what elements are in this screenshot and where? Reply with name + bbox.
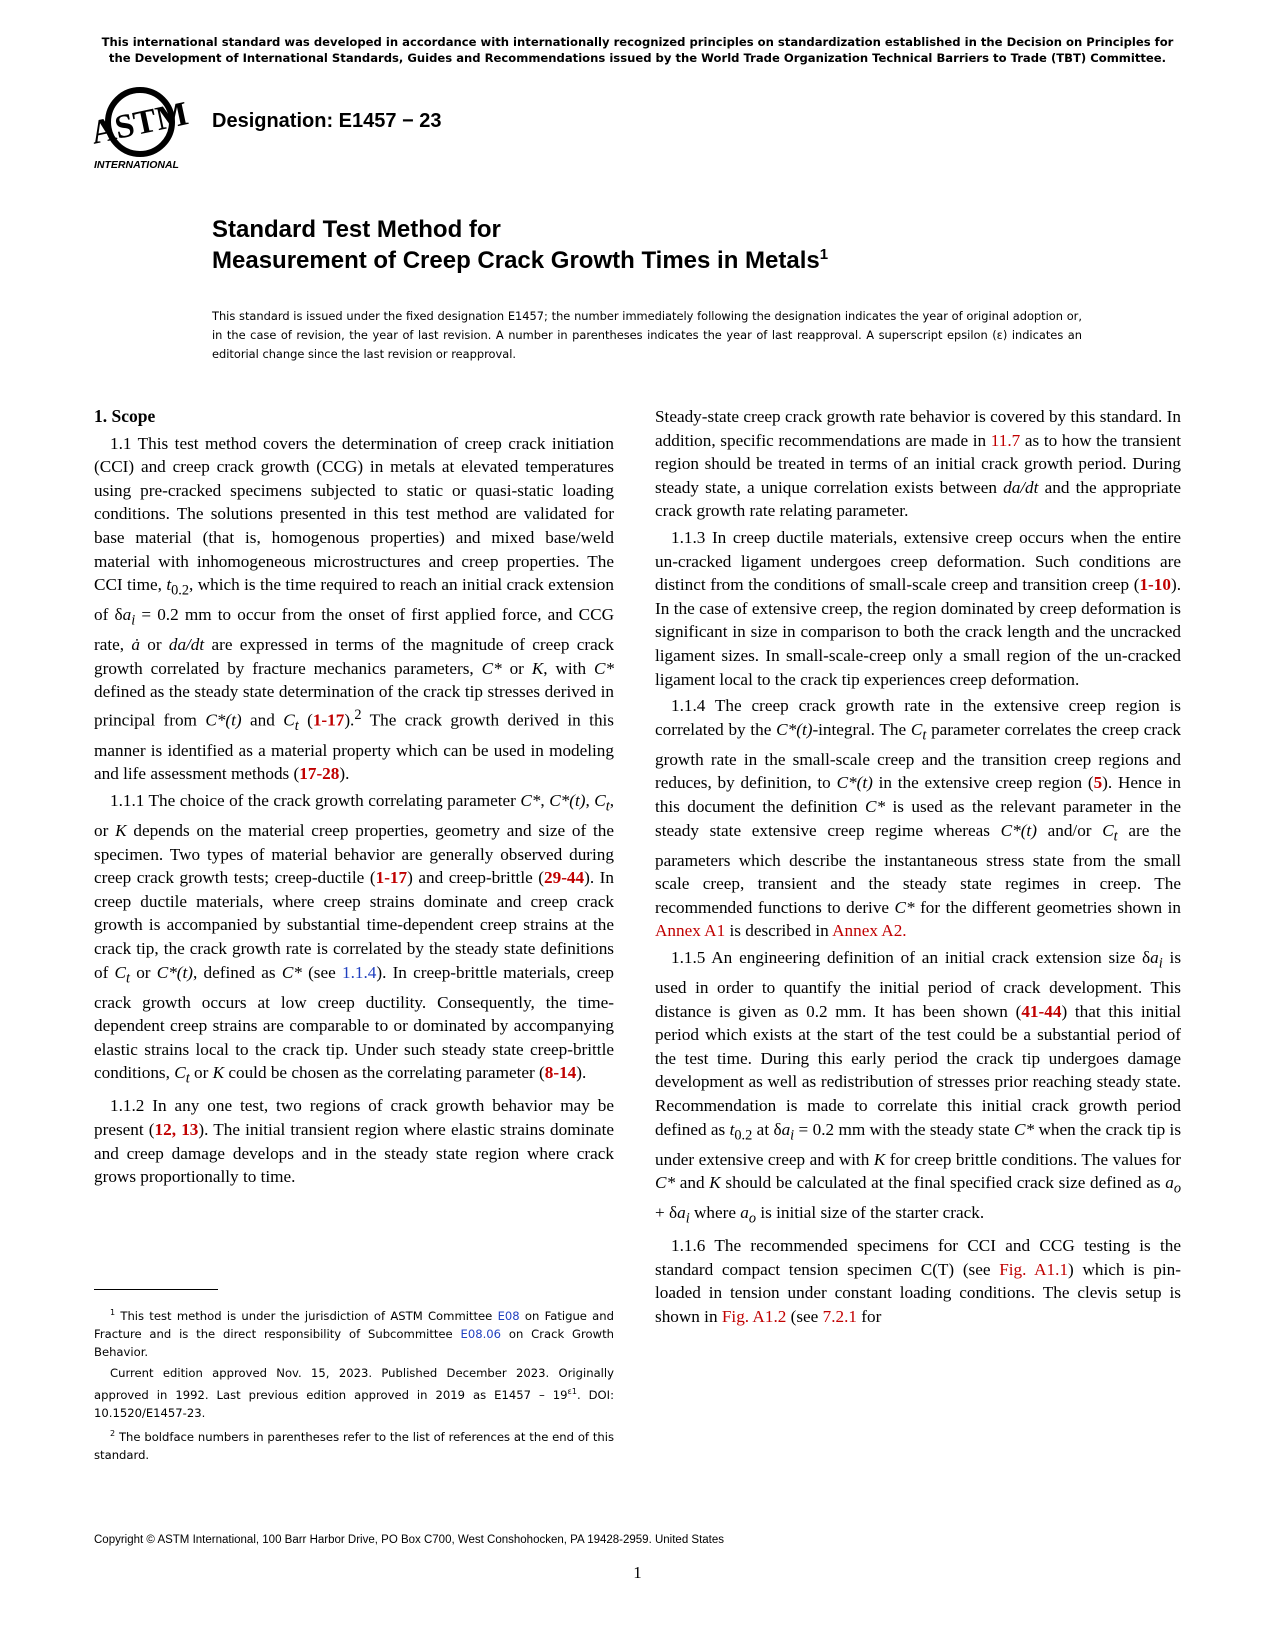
ref-link-5[interactable]: 5 — [1093, 773, 1103, 793]
ref-link-13[interactable]: 13 — [181, 1119, 199, 1139]
title-line-1: Standard Test Method for — [212, 216, 501, 243]
svg-text:INTERNATIONAL: INTERNATIONAL — [94, 159, 179, 171]
issued-note: This standard is issued under the fixed designation E1457; the number immediately following the designation indicates the year of original adoption or, in the case of revision, the year of last revision. A number in parentheses indicates the year of last reapproval. A superscript epsilon (ε) indicates an editorial change since the last revision or reapproval. — [212, 309, 1082, 361]
designation: Designation: E1457 − 23 — [212, 110, 442, 132]
paragraph-1-1-1: 1.1.1 The choice of the crack growth correlating parameter C*, C*(t), $C_t$, or K depends on the material creep properties, geometry and size of the specimen. Two types of material behavior are generally observed during creep crack growth tests; creep-ductile (1-17) and creep-brittle (29-44). In creep ductile materials, where creep strains dominate and creep crack growth is accompanied by substantial time-dependent creep strains at the crack tip, the crack growth rate is correlated by the steady state definitions of $C_t$ or C*(t), defined as C* (see 1.1.4). In creep-brittle materials, creep crack growth occurs at low creep ductility. Consequently, the time-dependent creep strains are comparable to or dominated by accompanying elastic strains local to the crack tip. Under such steady state creep-brittle conditions, $C_t$ or K could be chosen as the correlating parameter (8-14). — [94, 790, 614, 1087]
annex-link-a2[interactable]: Annex A2. — [832, 921, 907, 941]
section-link-1-1-4[interactable]: 1.1.4 — [341, 962, 377, 982]
footnote-1: $^1$ This test method is under the jurisdiction of ASTM Committee E08 on Fatigue and Fracture and is the direct responsibility of Subcommittee E08.06 on Crack Growth Behavior. — [94, 1308, 614, 1360]
left-column — [94, 405, 614, 1192]
copyright-line: Copyright © ASTM International, 100 Barr Harbor Drive, PO Box C700, West Conshohocken, PA 19428-2959. United States — [94, 1534, 725, 1546]
ref-link-29-44[interactable]: 29-44 — [544, 868, 585, 888]
paragraph-1-1-6: 1.1.6 The recommended specimens for CCI and CCG testing is the standard compact tension specimen C(T) (see Fig. A1.1) which is pin-loaded in tension under constant loading conditions. The clevis setup is shown in Fig. A1.2 (see 7.2.1 for — [655, 1236, 1181, 1326]
section-link-11-7[interactable]: 11.7 — [990, 430, 1021, 450]
title-line-2 — [212, 246, 828, 275]
astm-logo-icon — [92, 86, 200, 174]
ref-link-1-17[interactable]: 1-17 — [312, 710, 345, 730]
right-column — [655, 405, 1181, 1332]
svg-text:ASTM: ASTM — [92, 95, 192, 152]
paragraph-1-1-4: 1.1.4 The creep crack growth rate in the extensive creep region is correlated by the C*(t)-integral. The $C_t$ parameter correlates the creep crack growth rate in the small-scale creep and the transition creep regions and reduces, by definition, to C*(t) in the extensive creep region (5). Hence in this document the definition C* is used as the relevant parameter in the steady state extensive creep regime whereas C*(t) and/or $C_t$ are the parameters which describe the instantaneous stress state from the small scale creep, transient and the steady state regimes in creep. The recommended functions to derive C* for the different geometries shown in Annex A1 is described in Annex A2. — [655, 696, 1182, 941]
figure-link-a1-1[interactable]: Fig. A1.1 — [999, 1259, 1069, 1279]
figure-link-a1-2[interactable]: Fig. A1.2 — [721, 1307, 787, 1326]
footnote-2: $^2$ The boldface numbers in parentheses refer to the list of references at the end of this standard. — [94, 1428, 614, 1462]
page-number: 1 — [633, 1563, 642, 1582]
trade-organization-notice: This international standard was developed in accordance with internationally recognized principles on standardization established in the Decision on Principles for the Development of International Standards, Guides and Recommendations issued by the World Trade Organization Technical Barriers to Trade (TBT) Committee. — [101, 35, 1174, 65]
footnote-edition: Current edition approved Nov. 15, 2023. Published December 2023. Originally approved in 1992. Last previous edition approved in 2019 as $E1457 - 19^{\varepsilon 1}$. DOI: 10.1520/E1457-23. — [94, 1366, 614, 1420]
section-link-7-2-1[interactable]: 7.2.1 — [822, 1307, 857, 1326]
title-footnote-mark: 1 — [819, 246, 829, 263]
section-heading-scope: 1. Scope — [94, 406, 156, 426]
ref-link-17-28[interactable]: 17-28 — [299, 764, 340, 784]
committee-link-e08[interactable]: E08 — [497, 1308, 520, 1323]
paragraph-1-1: 1.1 This test method covers the determination of creep crack initiation (CCI) and creep crack growth (CCG) in metals at elevated temperatures using pre-cracked specimens subjected to static or quasi-static loading conditions. The solutions presented in this test method are validated for base material (that is, homogenous properties) and mixed base/weld material with inhomogeneous microstructures and creep properties. The CCI time, $t_{0.2}$, which is the time required to reach an initial crack extension of $\delta a_i = 0.2$ mm to occur from the onset of first applied force, and CCG rate, ȧ or da/dt are expressed in terms of the magnitude of creep crack growth correlated by fracture mechanics parameters, C* or K, with C* defined as the steady state determination of the crack tip stresses derived in principal from C*(t) and $C_t$ (1-17).$^2$ The crack growth derived in this manner is identified as a material property which can be used in modeling and life assessment methods (17-28). — [94, 433, 615, 784]
ref-link-12[interactable]: 12, — [154, 1119, 177, 1139]
paragraph-1-1-2-continued: Steady-state creep crack growth rate behavior is covered by this standard. In addition, specific recommendations are made in 11.7 as to how the transient region should be treated in terms of an initial crack growth period. During steady state, a unique correlation exists between da/dt and the appropriate crack growth rate relating parameter. — [655, 407, 1181, 521]
paragraph-1-1-5: 1.1.5 An engineering definition of an initial crack extension size $\delta a_i$ is used in order to quantify the initial period of crack development. This distance is given as 0.2 mm. It has been shown (41-44) that this initial period which exists at the start of the test could be a substantial period of the test time. During this early period the crack tip undergoes damage development as well as redistribution of stresses prior reaching steady state. Recommendation is made to correlate this initial crack growth period defined as $t_{0.2}$ at $\delta a_i = 0.2$ mm with the steady state C* when the crack tip is under extensive creep and with K for creep brittle conditions. The values for C* and K should be calculated at the final specified crack size defined as $a_o + \delta a_i$ where $a_o$ is initial size of the starter crack. — [655, 947, 1182, 1227]
ref-link-8-14[interactable]: 8-14 — [544, 1063, 577, 1083]
ref-link-1-17-b[interactable]: 1-17 — [375, 868, 408, 888]
annex-link-a1[interactable]: Annex A1 — [655, 921, 726, 941]
footnotes — [94, 1304, 614, 1467]
ref-link-41-44[interactable]: 41-44 — [1021, 1001, 1062, 1021]
paragraph-1-1-3: 1.1.3 In creep ductile materials, extensive creep occurs when the entire un-cracked ligament undergoes creep deformation. Such conditions are distinct from the conditions of small-scale creep and transition creep (1-10). In the case of extensive creep, the region dominated by creep deformation is significant in size in comparison to both the crack length and the uncracked ligament sizes. In small-scale-creep only a small region of the un-cracked ligament local to the crack tip experiences creep deformation. — [655, 527, 1181, 689]
footnote-divider — [94, 1289, 218, 1290]
astm-logo — [92, 86, 200, 174]
subcommittee-link-e08-06[interactable]: E08.06 — [460, 1327, 502, 1342]
title-text: Measurement of Creep Crack Growth Times in Metals — [212, 247, 820, 274]
ref-link-1-10[interactable]: 1-10 — [1139, 575, 1171, 595]
paragraph-1-1-2: 1.1.2 In any one test, two regions of crack growth behavior may be present (12, 13). The initial transient region where elastic strains dominate and creep damage develops and in the steady state region where crack grows proportionally to time. — [94, 1096, 615, 1187]
